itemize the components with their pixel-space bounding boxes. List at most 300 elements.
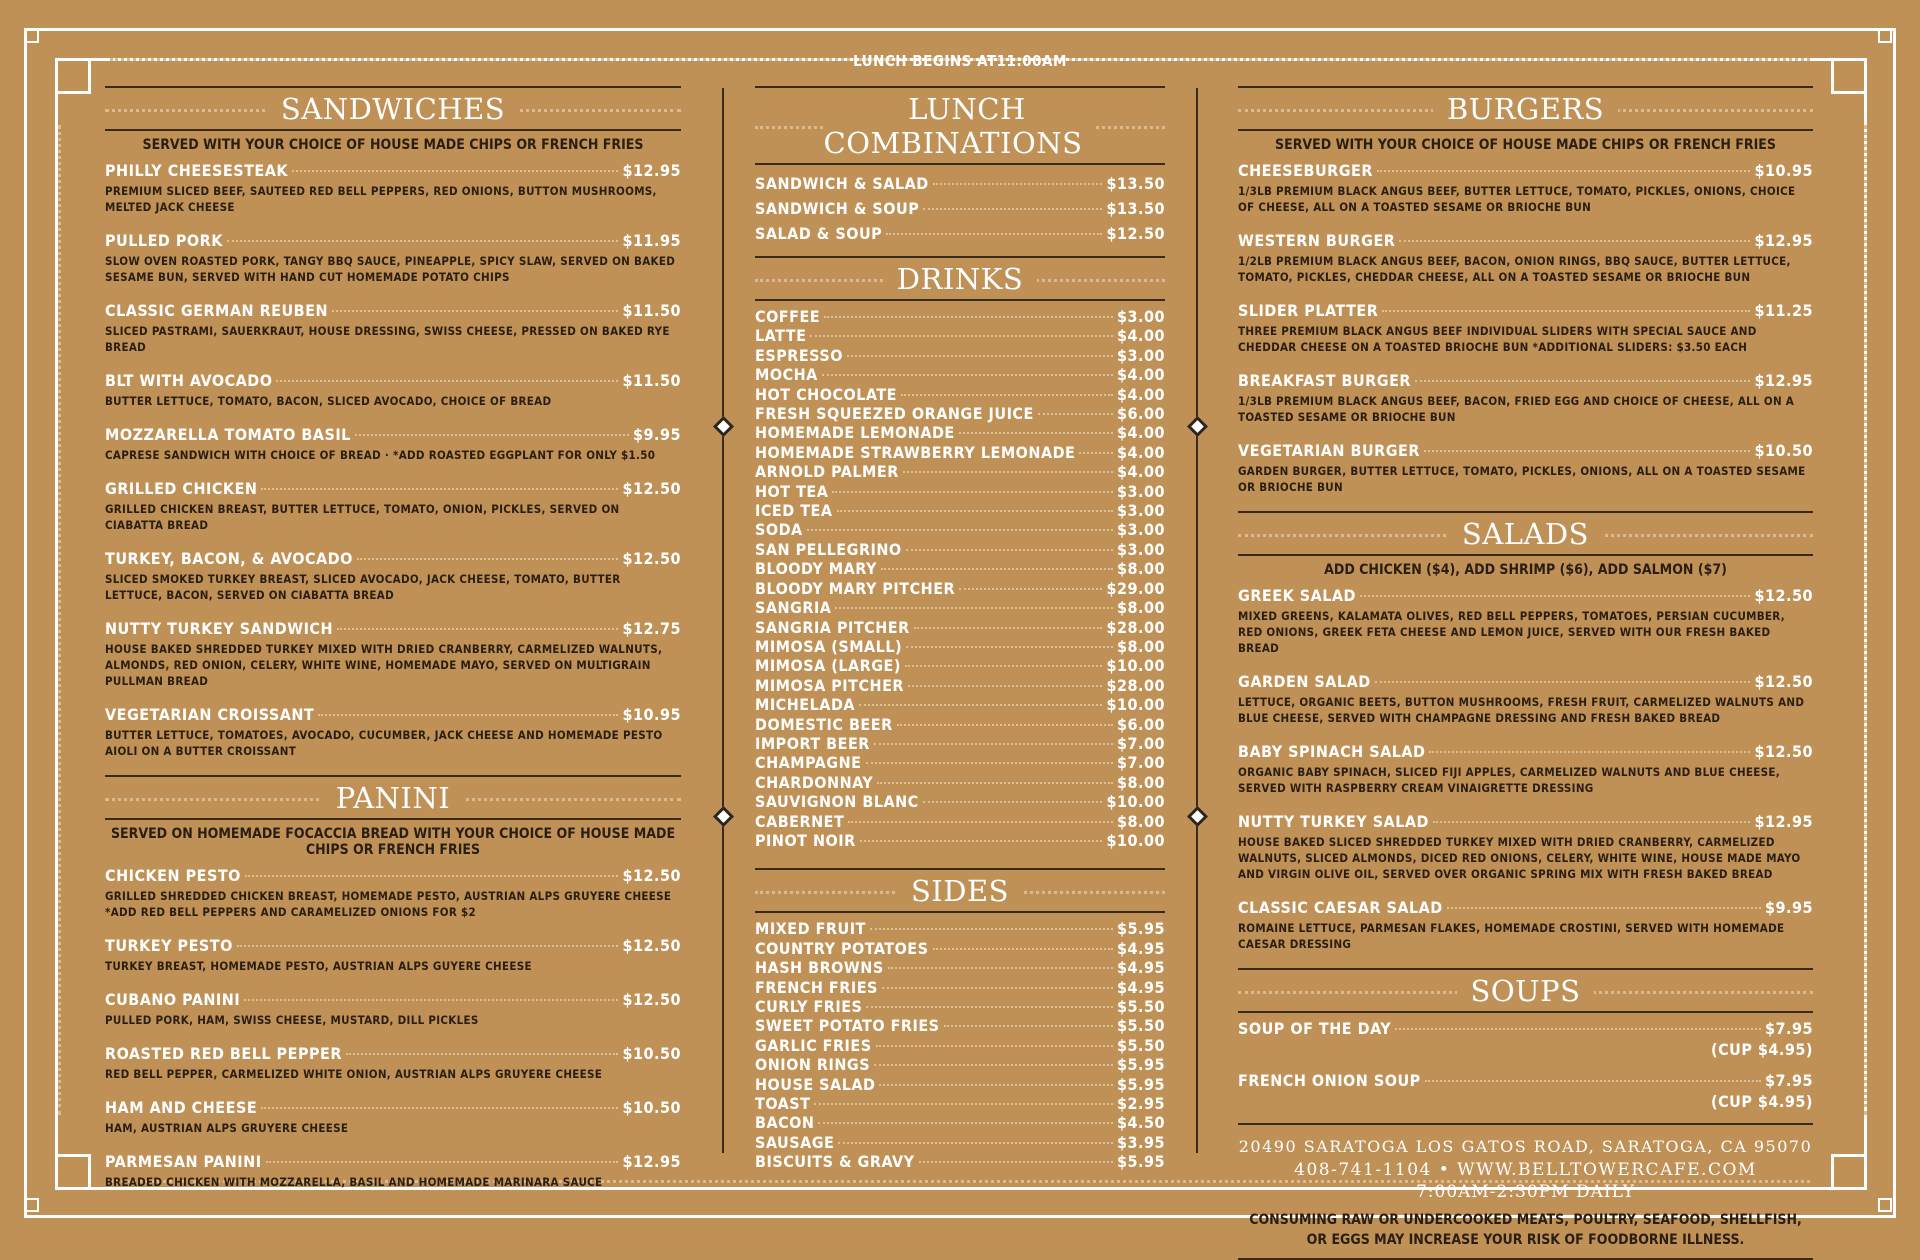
menu-item — [755, 919, 1165, 938]
menu-item — [105, 990, 681, 1028]
dotted-leader — [337, 628, 618, 630]
menu-item-row — [755, 1133, 1165, 1152]
menu-item-row — [755, 171, 1165, 196]
menu-item-row — [105, 425, 681, 444]
menu-item-description: CAPRESE SANDWICH WITH CHOICE OF BREAD · *ADD ROASTED EGGPLANT FOR ONLY $1.50 — [105, 448, 656, 462]
dotted-leader — [318, 714, 618, 716]
menu-item — [755, 1016, 1165, 1035]
menu-item-row — [105, 161, 681, 180]
menu-item-price: $5.50 — [1116, 1035, 1165, 1055]
menu-item-price: $5.95 — [1116, 1152, 1165, 1172]
lunch-begins-note: LUNCH BEGINS AT11:00AM — [853, 52, 1067, 70]
dotted-leader — [901, 394, 1113, 396]
left-dotted-border — [58, 125, 61, 1115]
menu-item-price: $3.00 — [1116, 501, 1165, 521]
menu-item-row — [105, 1152, 681, 1171]
menu-item-row — [755, 1055, 1165, 1074]
footer-hours: 7:00AM-2:30PM DAILY — [1415, 1182, 1636, 1202]
menu-item-name: SWEET POTATO FRIES — [755, 1016, 940, 1036]
dotted-leader — [933, 183, 1103, 185]
dotted-leader — [933, 948, 1113, 950]
section-heading — [105, 775, 681, 820]
sandwiches-section — [105, 86, 681, 759]
menu-item — [1238, 672, 1813, 726]
right-column — [1238, 86, 1813, 1260]
menu-item-name: BREAKFAST BURGER — [1238, 371, 1411, 390]
menu-item — [755, 423, 1165, 442]
menu-item-row — [755, 812, 1165, 831]
menu-item-price: $7.95 — [1764, 1071, 1813, 1090]
menu-item-price: $11.95 — [622, 231, 681, 250]
menu-item-row — [755, 1016, 1165, 1035]
menu-item-row — [755, 501, 1165, 520]
dotted-leader — [886, 233, 1102, 235]
menu-item-price: $7.95 — [1764, 1019, 1813, 1038]
menu-item-name: CHAMPAGNE — [755, 753, 862, 773]
menu-item — [755, 1133, 1165, 1152]
section-heading — [1238, 968, 1813, 1013]
menu-item-description: SLICED PASTRAMI, SAUERKRAUT, HOUSE DRESSING, SWISS CHEESE, PRESSED ON BAKED RYE BREAD — [105, 324, 670, 354]
left-column — [105, 86, 681, 1206]
menu-item-row — [105, 1044, 681, 1063]
dotted-leader — [1375, 681, 1751, 683]
menu-item-row — [755, 637, 1165, 656]
menu-item-description: ROMAINE LETTUCE, PARMESAN FLAKES, HOMEMADE CROSTINI, SERVED WITH HOMEMADE CAESAR DRESSING — [1238, 921, 1785, 951]
menu-item-row — [1238, 1071, 1813, 1090]
menu-item — [105, 1152, 681, 1190]
corner-square-top-right — [1878, 29, 1892, 43]
menu-item-price: $29.00 — [1106, 578, 1165, 598]
sides-list — [755, 919, 1165, 1171]
menu-item — [1238, 1071, 1813, 1111]
menu-item-price: $6.00 — [1116, 714, 1165, 734]
menu-item-price: $9.95 — [632, 425, 681, 444]
menu-item-name: DOMESTIC BEER — [755, 714, 893, 734]
menu-item-name: FRENCH FRIES — [755, 977, 878, 997]
menu-item-name: WESTERN BURGER — [1238, 231, 1396, 250]
corner-square-top-left — [25, 29, 39, 43]
menu-item — [755, 443, 1165, 462]
dotted-leader — [832, 491, 1113, 493]
menu-item-description: SLICED SMOKED TURKEY BREAST, SLICED AVOCADO, JACK CHEESE, TOMATO, BUTTER LETTUCE, BACON, SERVED ON CIABATTA BREAD — [105, 572, 621, 602]
soups-title: SOUPS — [1457, 974, 1595, 1008]
menu-item-price: $12.95 — [1754, 812, 1813, 831]
sandwiches-list — [105, 161, 681, 759]
menu-item-price: $28.00 — [1106, 617, 1165, 637]
menu-item-row — [105, 1098, 681, 1117]
menu-item-description: SLOW OVEN ROASTED PORK, TANGY BBQ SAUCE, PINEAPPLE, SPICY SLAW, SERVED ON BAKED SESAME BUN, SERVED WITH HAND CUT HOMEMADE POTATO CHIPS — [105, 254, 676, 284]
menu-item — [755, 540, 1165, 559]
drinks-section — [755, 256, 1165, 850]
menu-item-row — [1238, 371, 1813, 390]
menu-item-row — [755, 978, 1165, 997]
menu-item-name: MIMOSA PITCHER — [755, 675, 905, 695]
menu-item — [755, 404, 1165, 423]
section-heading — [1238, 86, 1813, 131]
dotted-leader — [923, 801, 1103, 803]
section-heading — [755, 86, 1165, 165]
menu-item-price: $12.50 — [1754, 742, 1813, 761]
menu-item — [755, 1152, 1165, 1171]
menu-item-description: LETTUCE, ORGANIC BEETS, BUTTON MUSHROOMS, FRESH FRUIT, CARMELIZED WALNUTS AND BLUE CHEESE, SERVED WITH CHAMPAGNE DRESSING AND FRESH BAKED BREAD — [1238, 695, 1805, 725]
menu-item-description: ORGANIC BABY SPINACH, SLICED FIJI APPLES, CARMELIZED WALNUTS AND BLUE CHEESE, SERVED WITH RASPBERRY CREAM VINAIGRETTE DRESSING — [1238, 765, 1781, 795]
menu-item-row — [755, 1152, 1165, 1171]
menu-item-row — [755, 326, 1165, 345]
dotted-leader — [959, 588, 1102, 590]
menu-item-name: IMPORT BEER — [755, 733, 870, 753]
menu-item-price: $11.50 — [622, 301, 681, 320]
menu-item — [755, 715, 1165, 734]
menu-item-price: $4.50 — [1116, 1113, 1165, 1133]
dotted-leader — [874, 1064, 1113, 1066]
burgers-title: BURGERS — [1433, 92, 1618, 126]
menu-item-name: SANGRIA — [755, 598, 832, 618]
menu-item-name: SANDWICH & SALAD — [755, 174, 929, 193]
dotted-leader — [1079, 452, 1113, 454]
menu-item — [755, 753, 1165, 772]
menu-item-name: MIMOSA (LARGE) — [755, 656, 901, 676]
menu-item-name: GREEK SALAD — [1238, 586, 1357, 605]
dotted-leader — [944, 1025, 1113, 1027]
menu-item-price: $12.50 — [622, 936, 681, 955]
dotted-leader — [908, 685, 1102, 687]
menu-item-name: NUTTY TURKEY SANDWICH — [105, 619, 334, 638]
menu-item-row — [105, 619, 681, 638]
menu-item — [755, 773, 1165, 792]
sides-title: SIDES — [897, 874, 1023, 908]
dotted-leader — [835, 607, 1113, 609]
menu-item-name: SOUP OF THE DAY — [1238, 1019, 1392, 1038]
lunch-combinations-list — [755, 171, 1165, 246]
section-heading — [1238, 511, 1813, 556]
dotted-leader — [1382, 310, 1750, 312]
soups-section — [1238, 968, 1813, 1111]
menu-item-cup-price: (CUP $4.95) — [1711, 1040, 1813, 1059]
menu-item-row — [1238, 441, 1813, 460]
dotted-leader — [1395, 1028, 1761, 1030]
dotted-leader — [838, 1142, 1113, 1144]
menu-item-name: SAUVIGNON BLANC — [755, 792, 919, 812]
menu-item-row — [755, 462, 1165, 481]
menu-item-row — [755, 1075, 1165, 1094]
dotted-leader — [276, 380, 618, 382]
menu-item-price: $10.00 — [1106, 695, 1165, 715]
menu-item-price: $4.00 — [1116, 384, 1165, 404]
dotted-leader — [807, 529, 1113, 531]
menu-item-price: $4.95 — [1116, 977, 1165, 997]
menu-item-price: $3.00 — [1116, 520, 1165, 540]
menu-item — [755, 637, 1165, 656]
menu-item-row — [1238, 812, 1813, 831]
menu-item — [755, 1055, 1165, 1074]
menu-item-name: BLOODY MARY PITCHER — [755, 578, 956, 598]
menu-item-price: $12.75 — [622, 619, 681, 638]
menu-item-price: $8.00 — [1116, 598, 1165, 618]
menu-item-name: BABY SPINACH SALAD — [1238, 742, 1426, 761]
menu-item-description: PULLED PORK, HAM, SWISS CHEESE, MUSTARD, DILL PICKLES — [105, 1013, 479, 1027]
menu-item — [755, 307, 1165, 326]
dotted-leader — [244, 999, 618, 1001]
menu-item-description: HAM, AUSTRIAN ALPS GRUYERE CHEESE — [105, 1121, 349, 1135]
menu-item-price: $4.00 — [1116, 462, 1165, 482]
menu-item — [755, 171, 1165, 196]
dotted-leader — [847, 355, 1113, 357]
dotted-leader — [879, 1084, 1113, 1086]
menu-item-row — [755, 404, 1165, 423]
menu-item — [755, 196, 1165, 221]
menu-item-description: 1/3LB PREMIUM BLACK ANGUS BEEF, BUTTER LETTUCE, TOMATO, PICKLES, ONIONS, CHOICE OF CHEESE, ALL ON A TOASTED SESAME OR BRIOCHE BUN — [1238, 184, 1796, 214]
menu-item — [755, 997, 1165, 1016]
menu-item-row — [105, 301, 681, 320]
menu-item-name: SAN PELLEGRINO — [755, 539, 902, 559]
dotted-leader — [810, 335, 1113, 337]
section-heading — [755, 256, 1165, 301]
menu-item — [105, 301, 681, 355]
menu-item — [755, 559, 1165, 578]
menu-item-price: $4.00 — [1116, 442, 1165, 462]
menu-item-price: $10.50 — [622, 1044, 681, 1063]
salads-note: ADD CHICKEN ($4), ADD SHRIMP ($6), ADD SALMON ($7) — [1324, 562, 1727, 578]
menu-item-price: $5.95 — [1116, 1055, 1165, 1075]
menu-item-price: $7.00 — [1116, 753, 1165, 773]
salads-list — [1238, 586, 1813, 952]
menu-item-name: HASH BROWNS — [755, 958, 884, 978]
dotted-leader — [346, 1053, 619, 1055]
menu-item-name: ROASTED RED BELL PEPPER — [105, 1044, 342, 1063]
menu-item-description: GRILLED SHREDDED CHICKEN BREAST, HOMEMADE PESTO, AUSTRIAN ALPS GRUYERE CHEESE *ADD RED BELL PEPPERS AND CARAMELIZED ONIONS FOR $2 — [105, 889, 672, 919]
drinks-title: DRINKS — [883, 262, 1037, 296]
menu-item-name: LATTE — [755, 326, 807, 346]
menu-item-description: PREMIUM SLICED BEEF, SAUTEED RED BELL PEPPERS, RED ONIONS, BUTTON MUSHROOMS, MELTED JACK CHEESE — [105, 184, 657, 214]
menu-item-price: $6.00 — [1116, 404, 1165, 424]
menu-item-price: $10.00 — [1106, 830, 1165, 850]
menu-item-name: SANDWICH & SOUP — [755, 199, 920, 218]
menu-item — [755, 656, 1165, 675]
menu-item-row — [755, 939, 1165, 958]
menu-item-name: HOMEMADE STRAWBERRY LEMONADE — [755, 442, 1076, 462]
menu-item-name: ESPRESSO — [755, 345, 843, 365]
menu-item-name: CLASSIC CAESAR SALAD — [1238, 898, 1443, 917]
menu-item — [755, 676, 1165, 695]
menu-item-row — [755, 196, 1165, 221]
dotted-leader — [959, 432, 1113, 434]
footer-warning: CONSUMING RAW OR UNDERCOOKED MEATS, POULTRY, SEAFOOD, SHELLFISH, OR EGGS MAY INCREASE YOUR RISK OF FOODBORNE ILLNESS. — [1238, 1210, 1813, 1260]
menu-item — [105, 936, 681, 974]
menu-item-name: SALAD & SOUP — [755, 224, 883, 243]
menu-item — [755, 326, 1165, 345]
menu-item-name: TURKEY PESTO — [105, 936, 233, 955]
menu-item-name: MIMOSA (SMALL) — [755, 636, 903, 656]
menu-item — [755, 812, 1165, 831]
menu-item-price: $5.95 — [1116, 919, 1165, 939]
menu-item — [755, 958, 1165, 977]
section-heading — [755, 868, 1165, 913]
menu-item — [755, 1113, 1165, 1132]
dotted-leader — [818, 1122, 1113, 1124]
dotted-leader — [888, 967, 1113, 969]
menu-item-row — [755, 365, 1165, 384]
menu-item-name: MOZZARELLA TOMATO BASIL — [105, 425, 351, 444]
menu-item-description: THREE PREMIUM BLACK ANGUS BEEF INDIVIDUAL SLIDERS WITH SPECIAL SAUCE AND CHEDDAR CHEESE ON A TOASTED BRIOCHE BUN *ADDITIONAL SLIDERS: $3.50 EACH — [1238, 324, 1757, 354]
menu-item-row — [1238, 586, 1813, 605]
menu-item-name: COUNTRY POTATOES — [755, 938, 929, 958]
menu-item-row — [755, 734, 1165, 753]
menu-item-price: $10.95 — [1754, 161, 1813, 180]
salads-title: SALADS — [1448, 517, 1603, 551]
menu-item — [105, 549, 681, 603]
menu-item-name: NUTTY TURKEY SALAD — [1238, 812, 1429, 831]
menu-item-price: $4.00 — [1116, 423, 1165, 443]
menu-item-cup-price: (CUP $4.95) — [1711, 1092, 1813, 1111]
corner-bottom-right — [1831, 1154, 1867, 1190]
menu-item — [105, 231, 681, 285]
dotted-leader — [919, 1161, 1113, 1163]
menu-item — [105, 161, 681, 215]
footer-contact: 408-741-1104 • WWW.BELLTOWERCAFE.COM — [1294, 1160, 1757, 1180]
menu-item-row — [755, 997, 1165, 1016]
menu-item-name: VEGETARIAN CROISSANT — [105, 705, 315, 724]
menu-item — [1238, 742, 1813, 796]
menu-item-name: CHICKEN PESTO — [105, 866, 241, 885]
burgers-note: SERVED WITH YOUR CHOICE OF HOUSE MADE CHIPS OR FRENCH FRIES — [1275, 137, 1776, 153]
menu-item-price: $13.50 — [1106, 199, 1165, 218]
dotted-leader — [903, 471, 1113, 473]
corner-bottom-left — [55, 1154, 91, 1190]
menu-item-price: $12.95 — [1754, 371, 1813, 390]
menu-item — [755, 1094, 1165, 1113]
menu-item-price: $3.00 — [1116, 481, 1165, 501]
menu-item-description: 1/2LB PREMIUM BLACK ANGUS BEEF, BACON, ONION RINGS, BBQ SAUCE, BUTTER LETTUCE, TOMATO, PICKLES, CHEDDAR CHEESE, ALL ON A TOASTED SESAME OR BRIOCHE BUN — [1238, 254, 1791, 284]
menu-item — [1238, 161, 1813, 215]
menu-item-description: MIXED GREENS, KALAMATA OLIVES, RED BELL PEPPERS, TOMATOES, PERSIAN CUCUMBER, RED ONIONS, GREEK FETA CHEESE AND LEMON JUICE, SERVED WITH OUR FRESH BAKED BREAD — [1238, 609, 1786, 655]
menu-item-price: $4.00 — [1116, 326, 1165, 346]
dotted-leader — [837, 510, 1113, 512]
section-heading — [105, 86, 681, 131]
menu-item-row — [1238, 742, 1813, 761]
menu-item — [755, 792, 1165, 811]
dotted-leader — [866, 762, 1113, 764]
menu-item-price: $3.95 — [1116, 1132, 1165, 1152]
menu-item-row — [755, 1094, 1165, 1113]
menu-item — [105, 619, 681, 689]
menu-item — [1238, 231, 1813, 285]
menu-item-row — [755, 579, 1165, 598]
menu-item-price: $8.00 — [1116, 636, 1165, 656]
menu-item-price: $3.00 — [1116, 345, 1165, 365]
menu-item-row — [1238, 672, 1813, 691]
dotted-leader — [906, 646, 1113, 648]
middle-column — [755, 86, 1165, 1182]
menu-item-price: $11.25 — [1754, 301, 1813, 320]
menu-item — [755, 346, 1165, 365]
menu-item-row — [755, 695, 1165, 714]
menu-item-row — [1238, 301, 1813, 320]
menu-item-name: ONION RINGS — [755, 1055, 871, 1075]
dotted-leader — [1425, 1080, 1761, 1082]
dotted-leader — [1377, 170, 1750, 172]
menu-item-row — [755, 831, 1165, 850]
menu-item-price: $5.50 — [1116, 997, 1165, 1016]
menu-item-price: $10.50 — [622, 1098, 681, 1117]
menu-item — [105, 866, 681, 920]
menu-item-row — [105, 479, 681, 498]
panini-title: PANINI — [322, 781, 464, 815]
menu-item-row — [755, 618, 1165, 637]
menu-item-price: $12.50 — [1754, 672, 1813, 691]
menu-item-row — [755, 792, 1165, 811]
footer-address: 20490 SARATOGA LOS GATOS ROAD, SARATOGA, CA 95070 — [1238, 1137, 1813, 1156]
menu-item — [1238, 898, 1813, 952]
menu-item — [755, 1075, 1165, 1094]
menu-item-row — [755, 773, 1165, 792]
dotted-leader — [824, 316, 1113, 318]
menu-item-name: FRESH SQUEEZED ORANGE JUICE — [755, 404, 1034, 424]
menu-item — [755, 520, 1165, 539]
menu-item-price: $7.00 — [1116, 733, 1165, 753]
panini-list — [105, 866, 681, 1190]
menu-item-description: GARDEN BURGER, BUTTER LETTUCE, TOMATO, PICKLES, ONIONS, ALL ON A TOASTED SESAME OR BRIOCHE BUN — [1238, 464, 1806, 494]
menu-item-price: $12.95 — [1754, 231, 1813, 250]
menu-item-price: $8.00 — [1116, 772, 1165, 792]
menu-item-name: MOCHA — [755, 365, 818, 385]
menu-item-row — [755, 482, 1165, 501]
menu-item-row — [755, 715, 1165, 734]
menu-item-price: $12.50 — [622, 479, 681, 498]
sandwiches-title: SANDWICHES — [267, 92, 519, 126]
menu-item-price: $12.50 — [622, 990, 681, 1009]
menu-item-price: $4.95 — [1116, 958, 1165, 978]
menu-item-name: CLASSIC GERMAN REUBEN — [105, 301, 329, 320]
menu-item — [755, 385, 1165, 404]
burgers-section — [1238, 86, 1813, 495]
menu-item — [755, 579, 1165, 598]
dotted-leader — [1038, 413, 1113, 415]
menu-item-row — [755, 385, 1165, 404]
menu-item-name: PARMESAN PANINI — [105, 1152, 262, 1171]
dotted-leader — [877, 782, 1113, 784]
menu-item-price: $2.95 — [1116, 1094, 1165, 1114]
menu-item-name: CUBANO PANINI — [105, 990, 241, 1009]
menu-item — [1238, 1019, 1813, 1059]
dotted-leader — [905, 665, 1102, 667]
menu-item-name: SODA — [755, 520, 803, 540]
menu-item-row — [755, 753, 1165, 772]
soups-list — [1238, 1019, 1813, 1111]
dotted-leader — [866, 1006, 1113, 1008]
menu-item-row — [755, 346, 1165, 365]
menu-item-price: $10.95 — [622, 705, 681, 724]
dotted-leader — [1415, 380, 1750, 382]
lunch-combinations-title: LUNCH COMBINATIONS — [824, 92, 1097, 160]
menu-item-row — [755, 1113, 1165, 1132]
menu-item-description: BUTTER LETTUCE, TOMATOES, AVOCADO, CUCUMBER, JACK CHEESE AND HOMEMADE PESTO AIOLI ON A BUTTER CROISSANT — [105, 728, 663, 758]
dotted-leader — [261, 488, 618, 490]
menu-item-price: $5.95 — [1116, 1074, 1165, 1094]
menu-item-row — [1238, 898, 1813, 917]
menu-item-row — [755, 919, 1165, 938]
menu-item-name: FRENCH ONION SOUP — [1238, 1071, 1421, 1090]
menu-item-name: BLT WITH AVOCADO — [105, 371, 273, 390]
menu-item-name: TOAST — [755, 1094, 811, 1114]
menu-item-row — [755, 520, 1165, 539]
menu-item — [755, 1036, 1165, 1055]
menu-item-price: $3.00 — [1116, 539, 1165, 559]
corner-square-bottom-right — [1878, 1198, 1892, 1212]
menu-item-row — [105, 936, 681, 955]
dotted-leader — [870, 928, 1113, 930]
menu-item-row — [1238, 1019, 1813, 1038]
menu-item-description: HOUSE BAKED SHREDDED TURKEY MIXED WITH DRIED CRANBERRY, CARMELIZED WALNUTS, ALMONDS, RED ONION, CELERY, WHITE WINE, HOMEMADE MAYO, SERVED ON MULTIGRAIN PULLMAN BREAD — [105, 642, 663, 688]
